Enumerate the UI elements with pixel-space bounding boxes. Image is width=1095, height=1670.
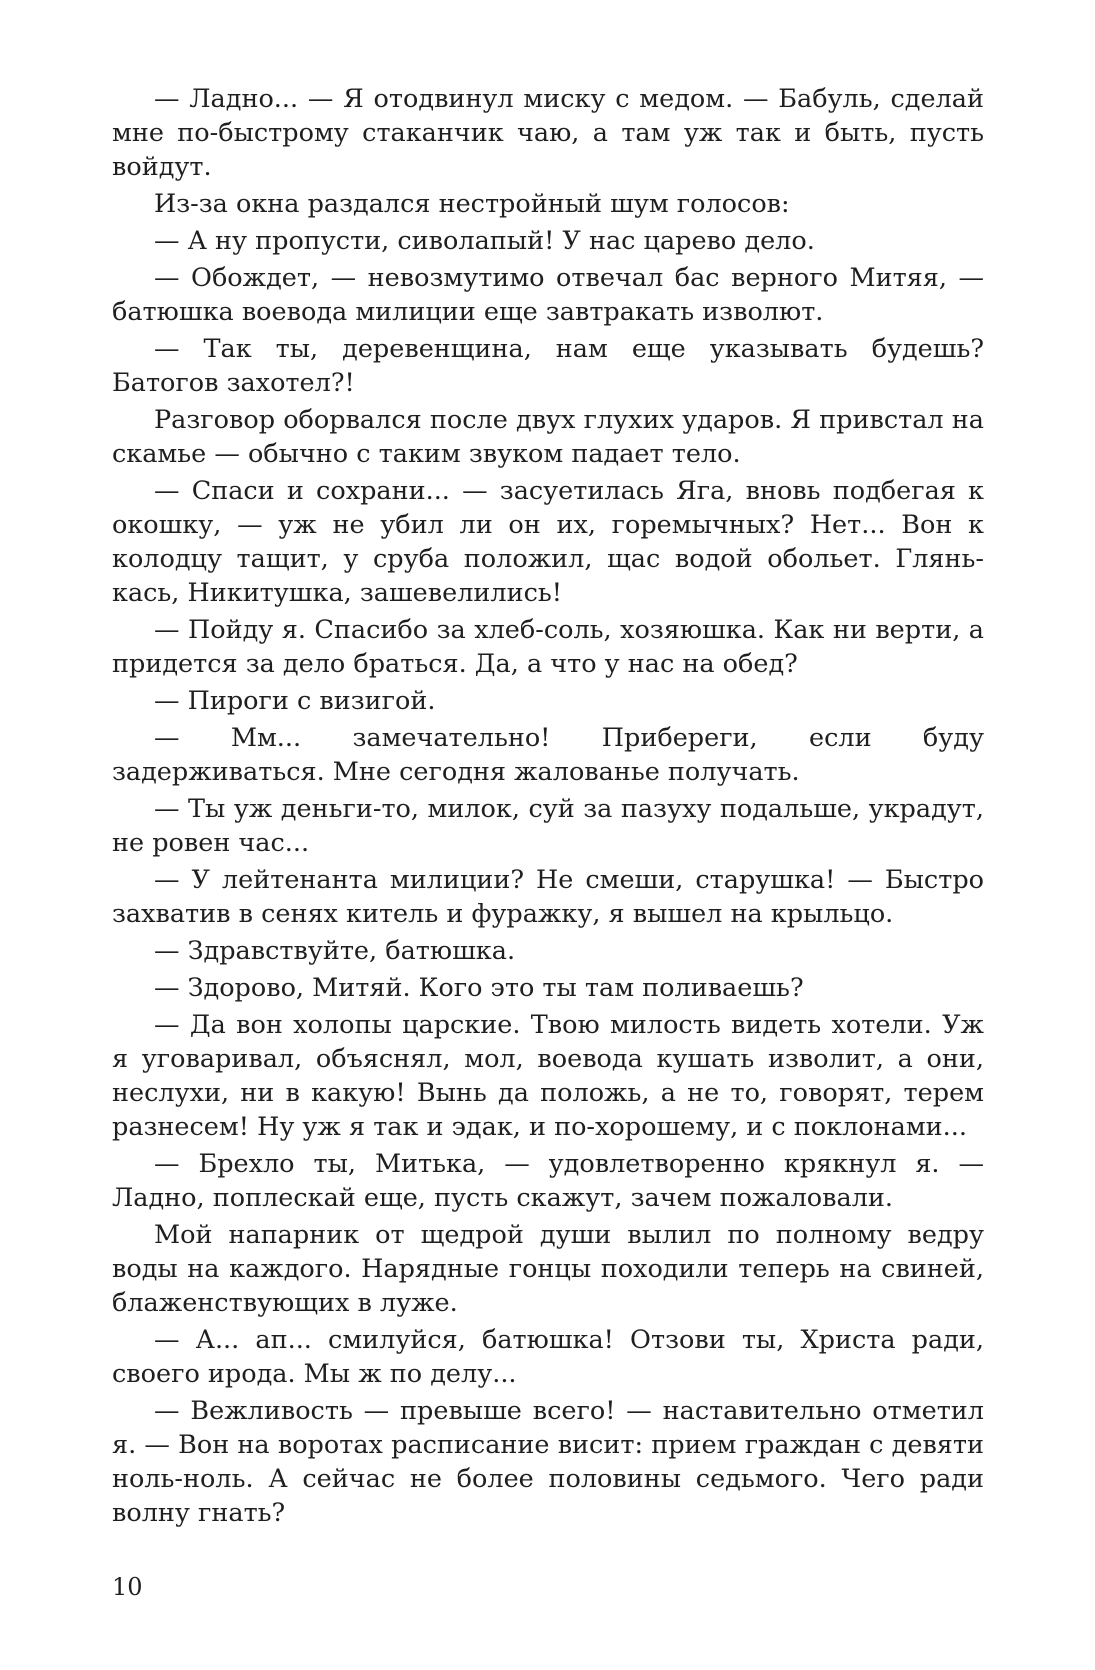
paragraph: — Так ты, деревенщина, нам еще указывать будешь? Батогов захотел?!	[112, 334, 984, 398]
paragraph: — Обождет, — невозмутимо отвечал бас верного Митяя, — батюшка воевода милиции еще завтракать изволют.	[112, 263, 984, 327]
paragraph: — А ну пропусти, сиволапый! У нас царево дело.	[154, 226, 815, 256]
paragraph: — У лейтенанта милиции? Не смеши, старушка! — Быстро захватив в сенях китель и фуражку, я вышел на крыльцо.	[112, 865, 984, 929]
paragraph: — Вежливость — превыше всего! — наставительно отметил я. — Вон на воротах расписание висит: прием граждан с девяти ноль-ноль. А сейчас не более половины седьмого. Чего ради волну гнать?	[112, 1396, 984, 1528]
page-body	[112, 82, 984, 1530]
paragraph: — Ты уж деньги-то, милок, суй за пазуху подальше, украдут, не ровен час...	[112, 794, 984, 858]
paragraph: Разговор оборвался после двух глухих ударов. Я привстал на скамье — обычно с таким звуком падает тело.	[112, 405, 984, 469]
paragraph: — Спаси и сохрани... — засуетилась Яга, вновь подбегая к окошку, — уж не убил ли он их, горемычных? Нет... Вон к колодцу тащит, у сруба положил, щас водой обольет. Глянь-кась, Никитушка, зашевелились!	[112, 476, 984, 608]
paragraph: — Ладно... — Я отодвинул миску с медом. — Бабуль, сделай мне по-быстрому стаканчик чаю, а там уж так и быть, пусть войдут.	[112, 84, 984, 182]
paragraph: Из-за окна раздался нестройный шум голосов:	[154, 189, 790, 219]
paragraph: — Брехло ты, Митька, — удовлетворенно крякнул я. — Ладно, поплескай еще, пусть скажут, зачем пожаловали.	[112, 1149, 984, 1213]
paragraph: — Пойду я. Спасибо за хлеб-соль, хозяюшка. Как ни верти, а придется за дело браться. Да, а что у нас на обед?	[112, 615, 984, 679]
paragraph: Мой напарник от щедрой души вылил по полному ведру воды на каждого. Нарядные гонцы походили теперь на свиней, блаженствующих в луже.	[112, 1220, 984, 1318]
paragraph: — А... ап... смилуйся, батюшка! Отзови ты, Христа ради, своего ирода. Мы ж по делу...	[112, 1325, 984, 1389]
paragraph: — Здравствуйте, батюшка.	[154, 936, 516, 966]
paragraph: — Да вон холопы царские. Твою милость видеть хотели. Уж я уговаривал, объяснял, мол, воевода кушать изволит, а они, неслухи, ни в какую! Вынь да положь, а не то, говорят, терем разнесем! Ну уж я так и эдак, и по-хорошему, и с поклонами...	[112, 1010, 984, 1142]
paragraph: — Пироги с визигой.	[154, 686, 436, 716]
page-number: 10	[112, 1573, 143, 1601]
paragraph: — Здорово, Митяй. Кого это ты там поливаешь?	[154, 973, 804, 1003]
paragraph: — Мм... замечательно! Прибереги, если буду задерживаться. Мне сегодня жалованье получать.	[112, 723, 984, 787]
